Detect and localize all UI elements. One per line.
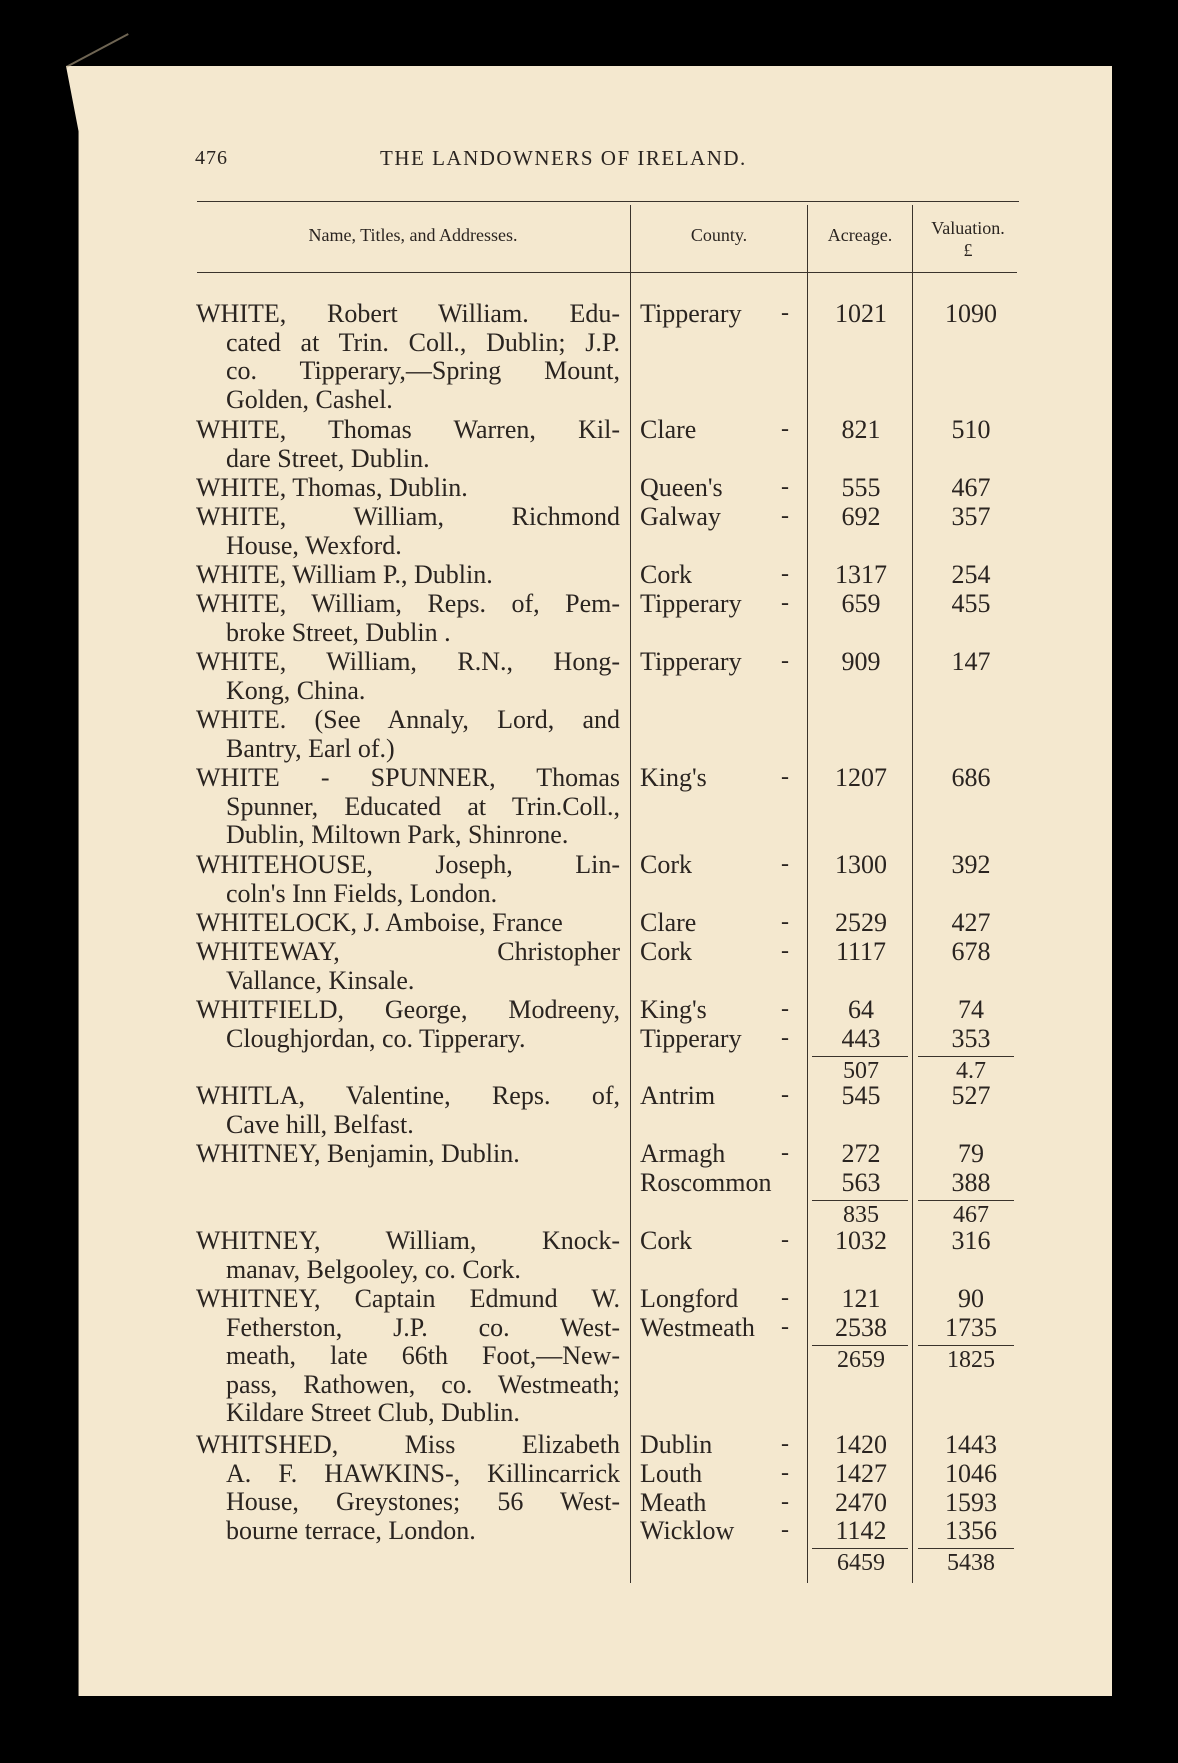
leader-dash: - [781,938,789,964]
holding-county: Antrim [640,1081,716,1110]
leader-dash: - [781,1459,789,1486]
holding-valuation: 357 [951,502,991,531]
entry-line: Cave hill, Belfast. [226,1109,414,1139]
leader-dash: - [781,996,789,1022]
leader-dash: - [781,1517,789,1544]
running-title: THE LANDOWNERS OF IRELAND. [380,146,747,170]
holding-county: Tipperary [640,299,742,328]
holding-acreage: 1317 [835,560,887,589]
holding-acreage: 659 [841,589,881,618]
entry-line: Kildare Street Club, Dublin. [226,1398,520,1427]
holding-valuation: 74 [958,995,984,1024]
leader-dash: - [781,909,789,935]
holding-valuation: 353 [951,1023,991,1053]
leader-dash: - [781,1313,789,1340]
entry-line: WHITE, William, R.N., Hong- [196,647,620,676]
entry-name [196,706,620,763]
entry-line: Kong, China. [226,675,366,705]
leader-dash: - [781,474,789,500]
holding-county: Dublin [640,1430,713,1459]
total-acreage: 2659 [837,1346,885,1373]
holding-county: Meath [640,1487,707,1517]
entry-line: Vallance, Kinsale. [226,965,415,995]
leader-dash: - [781,851,789,877]
holding-valuation: 147 [951,647,991,676]
entry-line: Fetherston, J.P. co. West- [226,1312,620,1342]
holding-county: Louth [640,1458,703,1488]
leader-dash: - [781,1140,789,1166]
entry-line: WHITLA, Valentine, Reps. of, [196,1081,620,1110]
entry-line: Cloughjordan, co. Tipperary. [226,1023,526,1053]
total-valuation: 467 [953,1201,989,1228]
holding-county: Cork [640,937,692,966]
total-valuation: 4.7 [956,1057,986,1084]
holding-valuation: 527 [951,1081,991,1110]
holding-county: Wicklow [640,1516,735,1546]
holding-valuation: 1443 [945,1430,997,1459]
holding-acreage: 121 [841,1284,881,1313]
holding-valuation: 1356 [945,1516,997,1546]
header-valuation: Valuation. [931,218,1005,238]
entry-line: cated at Trin. Coll., Dublin; J.P. [226,327,620,357]
entry-name [196,1431,620,1545]
entry-line: Spunner, Educated at Trin.Coll., [226,791,620,821]
holding-acreage: 2538 [835,1312,887,1342]
holding-acreage: 1420 [835,1430,887,1459]
entry-line: manav, Belgooley, co. Cork. [226,1254,521,1284]
header-bottom-rule [197,272,1017,273]
holding-county: Armagh [640,1139,726,1168]
leader-dash: - [781,503,789,529]
holding-valuation: 1593 [945,1487,997,1517]
holding-county: Clare [640,908,697,937]
total-valuation: 1825 [947,1346,995,1373]
total-valuation: 5438 [947,1550,995,1577]
holding-valuation: 90 [958,1284,984,1313]
header-acreage: Acreage. [827,225,893,245]
leader-dash: - [781,1488,789,1515]
holding-acreage: 1427 [835,1458,887,1488]
entry-name [196,503,620,560]
column-divider-acreage [807,205,808,1583]
holding-county: Clare [640,415,697,444]
total-acreage: 6459 [837,1550,885,1577]
holding-acreage: 821 [841,415,881,444]
entry-name [196,1227,620,1284]
entry-line: WHITNEY, Benjamin, Dublin. [196,1139,520,1168]
entry-line: WHITE, Robert William. Edu- [196,299,620,328]
holding-valuation: 1090 [945,299,997,328]
holding-acreage: 1021 [835,299,887,328]
entry-line: co. Tipperary,—Spring Mount, [226,356,620,385]
entry-line: dare Street, Dublin. [226,443,430,473]
entry-line: House, Wexford. [226,530,402,560]
entry-line: WHITE, Thomas, Dublin. [196,473,468,502]
entry-line: meath, late 66th Foot,—New- [226,1341,620,1370]
leader-dash: - [781,590,789,616]
entry-line: pass, Rathowen, co. Westmeath; [226,1369,620,1399]
holding-county: Longford [640,1284,739,1313]
entry-line: WHITSHED, Miss Elizabeth [196,1430,620,1459]
holding-acreage: 692 [841,502,881,531]
leader-dash: - [781,1285,789,1311]
entry-name [196,909,620,938]
holding-acreage: 1207 [835,763,887,792]
entry-line: WHITE, William P., Dublin. [196,560,493,589]
leader-dash: - [781,300,789,326]
column-divider-valuation [912,205,913,1583]
leader-dash: - [781,1024,789,1051]
holding-valuation: 392 [951,850,991,879]
leader-dash: - [781,1227,789,1253]
entry-line: broke Street, Dublin . [226,617,451,647]
holding-county: Cork [640,1226,692,1255]
column-divider-county [630,205,631,1583]
holding-valuation: 467 [951,473,991,502]
entry-name [196,1285,620,1428]
header-valuation-unit: £ [963,240,973,260]
holding-county: Tipperary [640,1023,742,1053]
holding-valuation: 79 [958,1139,984,1168]
entry-name [196,996,620,1053]
holding-acreage: 555 [841,473,881,502]
holding-valuation: 316 [951,1226,991,1255]
entry-name [196,938,620,995]
entry-line: WHITFIELD, George, Modreeny, [196,995,620,1024]
entry-line: WHITELOCK, J. Amboise, France [196,908,563,937]
holding-county: Tipperary [640,647,742,676]
holding-county: Cork [640,560,692,589]
header-county: County. [690,225,748,245]
holding-acreage: 64 [848,995,874,1024]
entry-line: WHITNEY, William, Knock- [196,1226,620,1255]
entry-name [196,648,620,705]
entry-line: coln's Inn Fields, London. [226,878,498,908]
entry-line: WHITEWAY, Christopher [196,937,620,966]
holding-valuation: 686 [951,763,991,792]
holding-valuation: 678 [951,937,991,966]
entry-name [196,474,620,503]
holding-county: Roscommon [640,1167,772,1197]
holding-acreage: 1142 [835,1516,887,1546]
entry-name [196,416,620,473]
entry-name [196,561,620,590]
page-number: 476 [195,147,228,169]
entry-line: WHITE - SPUNNER, Thomas [196,763,620,792]
holding-valuation: 1735 [945,1312,997,1342]
entry-name [196,851,620,908]
entry-line: Golden, Cashel. [226,384,393,414]
entry-line: WHITE. (See Annaly, Lord, and [196,705,620,734]
entry-line: WHITEHOUSE, Joseph, Lin- [196,850,620,879]
entry-line: House, Greystones; 56 West- [226,1487,620,1516]
holding-acreage: 2470 [835,1487,887,1517]
entry-line: Bantry, Earl of.) [226,733,395,763]
holding-acreage: 563 [841,1167,881,1197]
holding-acreage: 1032 [835,1226,887,1255]
header-name: Name, Titles, and Addresses. [308,225,518,245]
total-acreage: 507 [843,1057,879,1084]
leader-dash: - [781,648,789,674]
leader-dash: - [781,561,789,587]
entry-line: WHITE, William, Richmond [196,502,620,531]
entry-name [196,1140,620,1169]
header-top-rule [197,201,1019,202]
leader-dash: - [781,416,789,442]
holding-valuation: 388 [951,1167,991,1197]
total-acreage: 835 [843,1201,879,1228]
holding-acreage: 1117 [835,937,887,966]
leader-dash: - [781,764,789,790]
holding-county: Queen's [640,473,723,502]
holding-valuation: 510 [951,415,991,444]
entry-name [196,764,620,850]
holding-acreage: 1300 [835,850,887,879]
holding-valuation: 427 [951,908,991,937]
entry-name [196,1082,620,1139]
entry-line: WHITNEY, Captain Edmund W. [196,1284,620,1313]
holding-acreage: 443 [841,1023,881,1053]
holding-county: Tipperary [640,589,742,618]
leader-dash: - [781,1431,789,1457]
holding-acreage: 2529 [835,908,887,937]
holding-valuation: 1046 [945,1458,997,1488]
holding-valuation: 254 [951,560,991,589]
entry-line: bourne terrace, London. [226,1515,476,1545]
holding-acreage: 909 [841,647,881,676]
holding-county: King's [640,995,707,1024]
holding-county: Westmeath [640,1312,755,1342]
entry-line: WHITE, Thomas Warren, Kil- [196,415,620,444]
holding-county: Cork [640,850,692,879]
holding-acreage: 272 [841,1139,881,1168]
entry-name [196,590,620,647]
holding-county: King's [640,763,707,792]
holding-acreage: 545 [841,1081,881,1110]
holding-county: Galway [640,502,721,531]
entry-line: A. F. HAWKINS-, Killincarrick [226,1458,620,1488]
entry-line: WHITE, William, Reps. of, Pem- [196,589,620,618]
leader-dash: - [781,1082,789,1108]
holding-valuation: 455 [951,589,991,618]
entry-name [196,300,620,414]
entry-line: Dublin, Miltown Park, Shinrone. [226,820,569,849]
